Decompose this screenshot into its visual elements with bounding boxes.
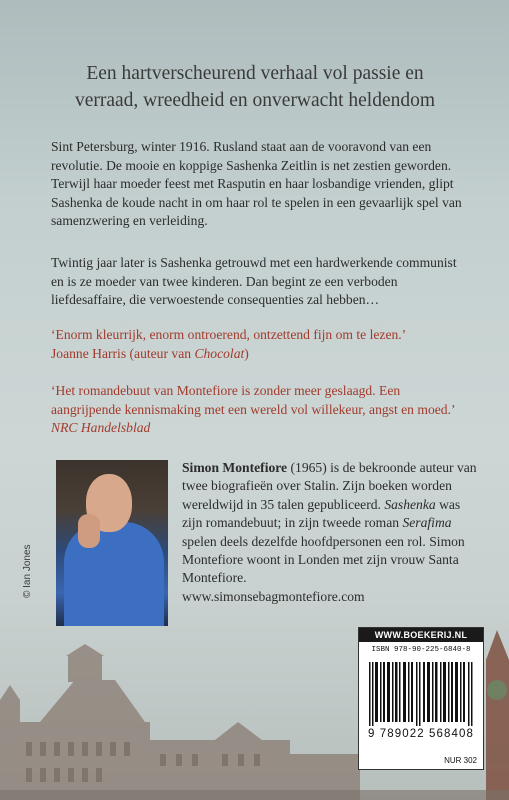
synopsis-paragraph-2: Twintig jaar later is Sashenka getrouwd met een hardwerkende communist en is ze moeder van twee kinderen. Dan begint ze een verboden liefdesaffaire, die verwoestende consequenties zal hebben… (51, 255, 457, 307)
nur-code: NUR 302 (444, 756, 477, 765)
tagline-line-2: verraad, wreedheid en onverwacht heldendom (74, 90, 436, 111)
author-bio (182, 459, 482, 606)
bio-text-1: (1965) is de bekroonde auteur van twee biografieën over Stalin. Zijn boeken worden wereldwijd in 35 talen gepubliceerd. (182, 460, 477, 512)
publisher-website: WWW.BOEKERIJ.NL (359, 628, 483, 642)
quote-2-source: NRC Handelsblad (51, 420, 151, 435)
bio-title-1: Sashenka (384, 496, 436, 512)
author-photo-hand (78, 514, 100, 548)
photo-credit: © Ian Jones (22, 544, 33, 598)
quote-1-text: ‘Enorm kleurrijk, enorm ontroerend, ontzettend fijn om te lezen.’ (51, 327, 407, 342)
tagline (40, 60, 470, 114)
quote-2-text: ‘Het romandebuut van Montefiore is zonder meer geslaagd. Een aangrijpende kennismaking met een wereld vol willekeur, angst en moed.’ (51, 383, 455, 417)
isbn-label: ISBN 978-90-225-6840-8 (371, 646, 471, 654)
tagline-line-1: Een hartverscheurend verhaal vol passie en (86, 63, 424, 84)
quote-1-book-title: Chocolat (194, 345, 245, 361)
barcode-digits: 9 789022 568408 (367, 728, 475, 740)
author-photo (56, 460, 168, 626)
quote-2 (51, 382, 471, 438)
synopsis-paragraph-1: Sint Petersburg, winter 1916. Rusland staat aan de vooravond van een revolutie. De mooie en koppige Sashenka Zeitlin is net zestien geworden. Terwijl haar moeder feest met Rasputin en haar losbandige vrienden, glipt Sashenka de koude nacht in om haar rol te spelen in een gevaarlijk spel van samenzwering en verleiding. (51, 139, 462, 228)
author-name: Simon Montefiore (182, 460, 288, 475)
barcode-label (358, 627, 484, 770)
bio-text-3: spelen deels dezelfde hoofdpersonen een rol. Simon Montefiore woont in Londen met zijn vrouw Santa Montefiore. (182, 533, 465, 586)
bio-text-2: was zijn romandebuut; in zijn tweede roman (182, 496, 461, 531)
quote-1 (51, 326, 471, 363)
quote-1-attribution (51, 346, 249, 361)
quote-1-author: Joanne Harris (auteur van (51, 345, 195, 361)
quote-1-paren: ) (244, 345, 249, 361)
barcode-bars (369, 662, 473, 726)
author-website: www.simonsebagmontefiore.com (182, 588, 365, 604)
bio-title-2: Serafima (402, 515, 452, 531)
